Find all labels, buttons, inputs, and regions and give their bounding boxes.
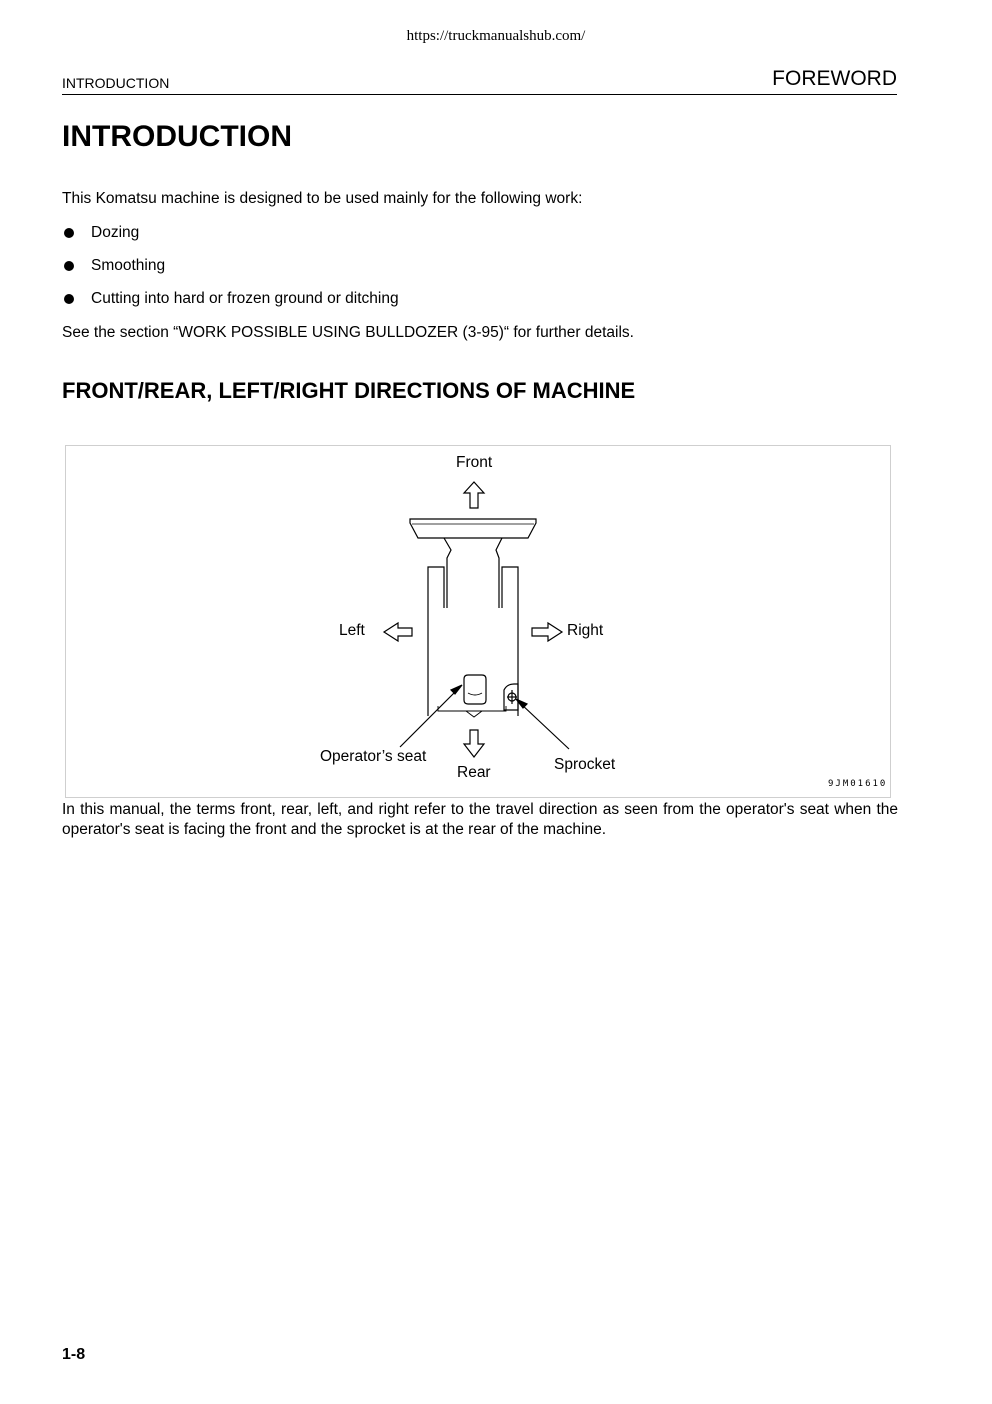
header-rule (62, 94, 897, 95)
list-item-text: Dozing (91, 224, 140, 241)
running-header-chapter: FOREWORD (772, 67, 897, 90)
rear-arrow-icon (464, 730, 484, 757)
bullet-icon (64, 294, 74, 304)
running-header-section: INTRODUCTION (62, 75, 170, 91)
see-section-reference: See the section “WORK POSSIBLE USING BULLDOZER (3-95)“ for further details. (62, 324, 634, 341)
list-item-text: Smoothing (91, 257, 166, 274)
sprocket-leader (520, 703, 569, 749)
right-label: Right (567, 622, 604, 639)
directions-figure (65, 445, 891, 798)
intro-paragraph: This Komatsu machine is designed to be used mainly for the following work: (62, 190, 583, 207)
front-label: Front (456, 454, 493, 471)
page-title: INTRODUCTION (62, 120, 292, 153)
left-push-arm (444, 538, 451, 608)
list-item (62, 257, 399, 290)
blade-outline (410, 519, 536, 538)
list-item (62, 290, 399, 323)
page-number: 1-8 (62, 1346, 86, 1363)
rear-label: Rear (457, 764, 491, 781)
operator-seat-leader (400, 688, 459, 747)
section-subheading: FRONT/REAR, LEFT/RIGHT DIRECTIONS OF MACHINE (62, 378, 636, 403)
work-list (62, 224, 399, 323)
right-arrow-icon (532, 623, 562, 641)
right-push-arm (496, 538, 502, 608)
machine-top-view-diagram (66, 446, 890, 797)
figure-code: 9JM01610 (828, 779, 888, 789)
operator-seat-label: Operator’s seat (320, 748, 427, 765)
front-arrow-icon (464, 482, 484, 508)
left-arrow-icon (384, 623, 412, 641)
operator-seat-icon (464, 675, 486, 704)
source-url: https://truckmanualshub.com/ (406, 28, 586, 44)
left-track (428, 567, 444, 716)
list-item (62, 224, 399, 257)
bullet-icon (64, 228, 74, 238)
list-item-text: Cutting into hard or frozen ground or ditching (91, 290, 399, 307)
body-paragraph: In this manual, the terms front, rear, left, and right refer to the travel direction as seen from the operator's seat when the operator's seat is facing the front and the sprocket is at the rear of the machine. (62, 801, 898, 838)
rear-frame (438, 706, 506, 711)
sprocket-label: Sprocket (554, 756, 616, 773)
left-label: Left (339, 622, 365, 639)
bullet-icon (64, 261, 74, 271)
